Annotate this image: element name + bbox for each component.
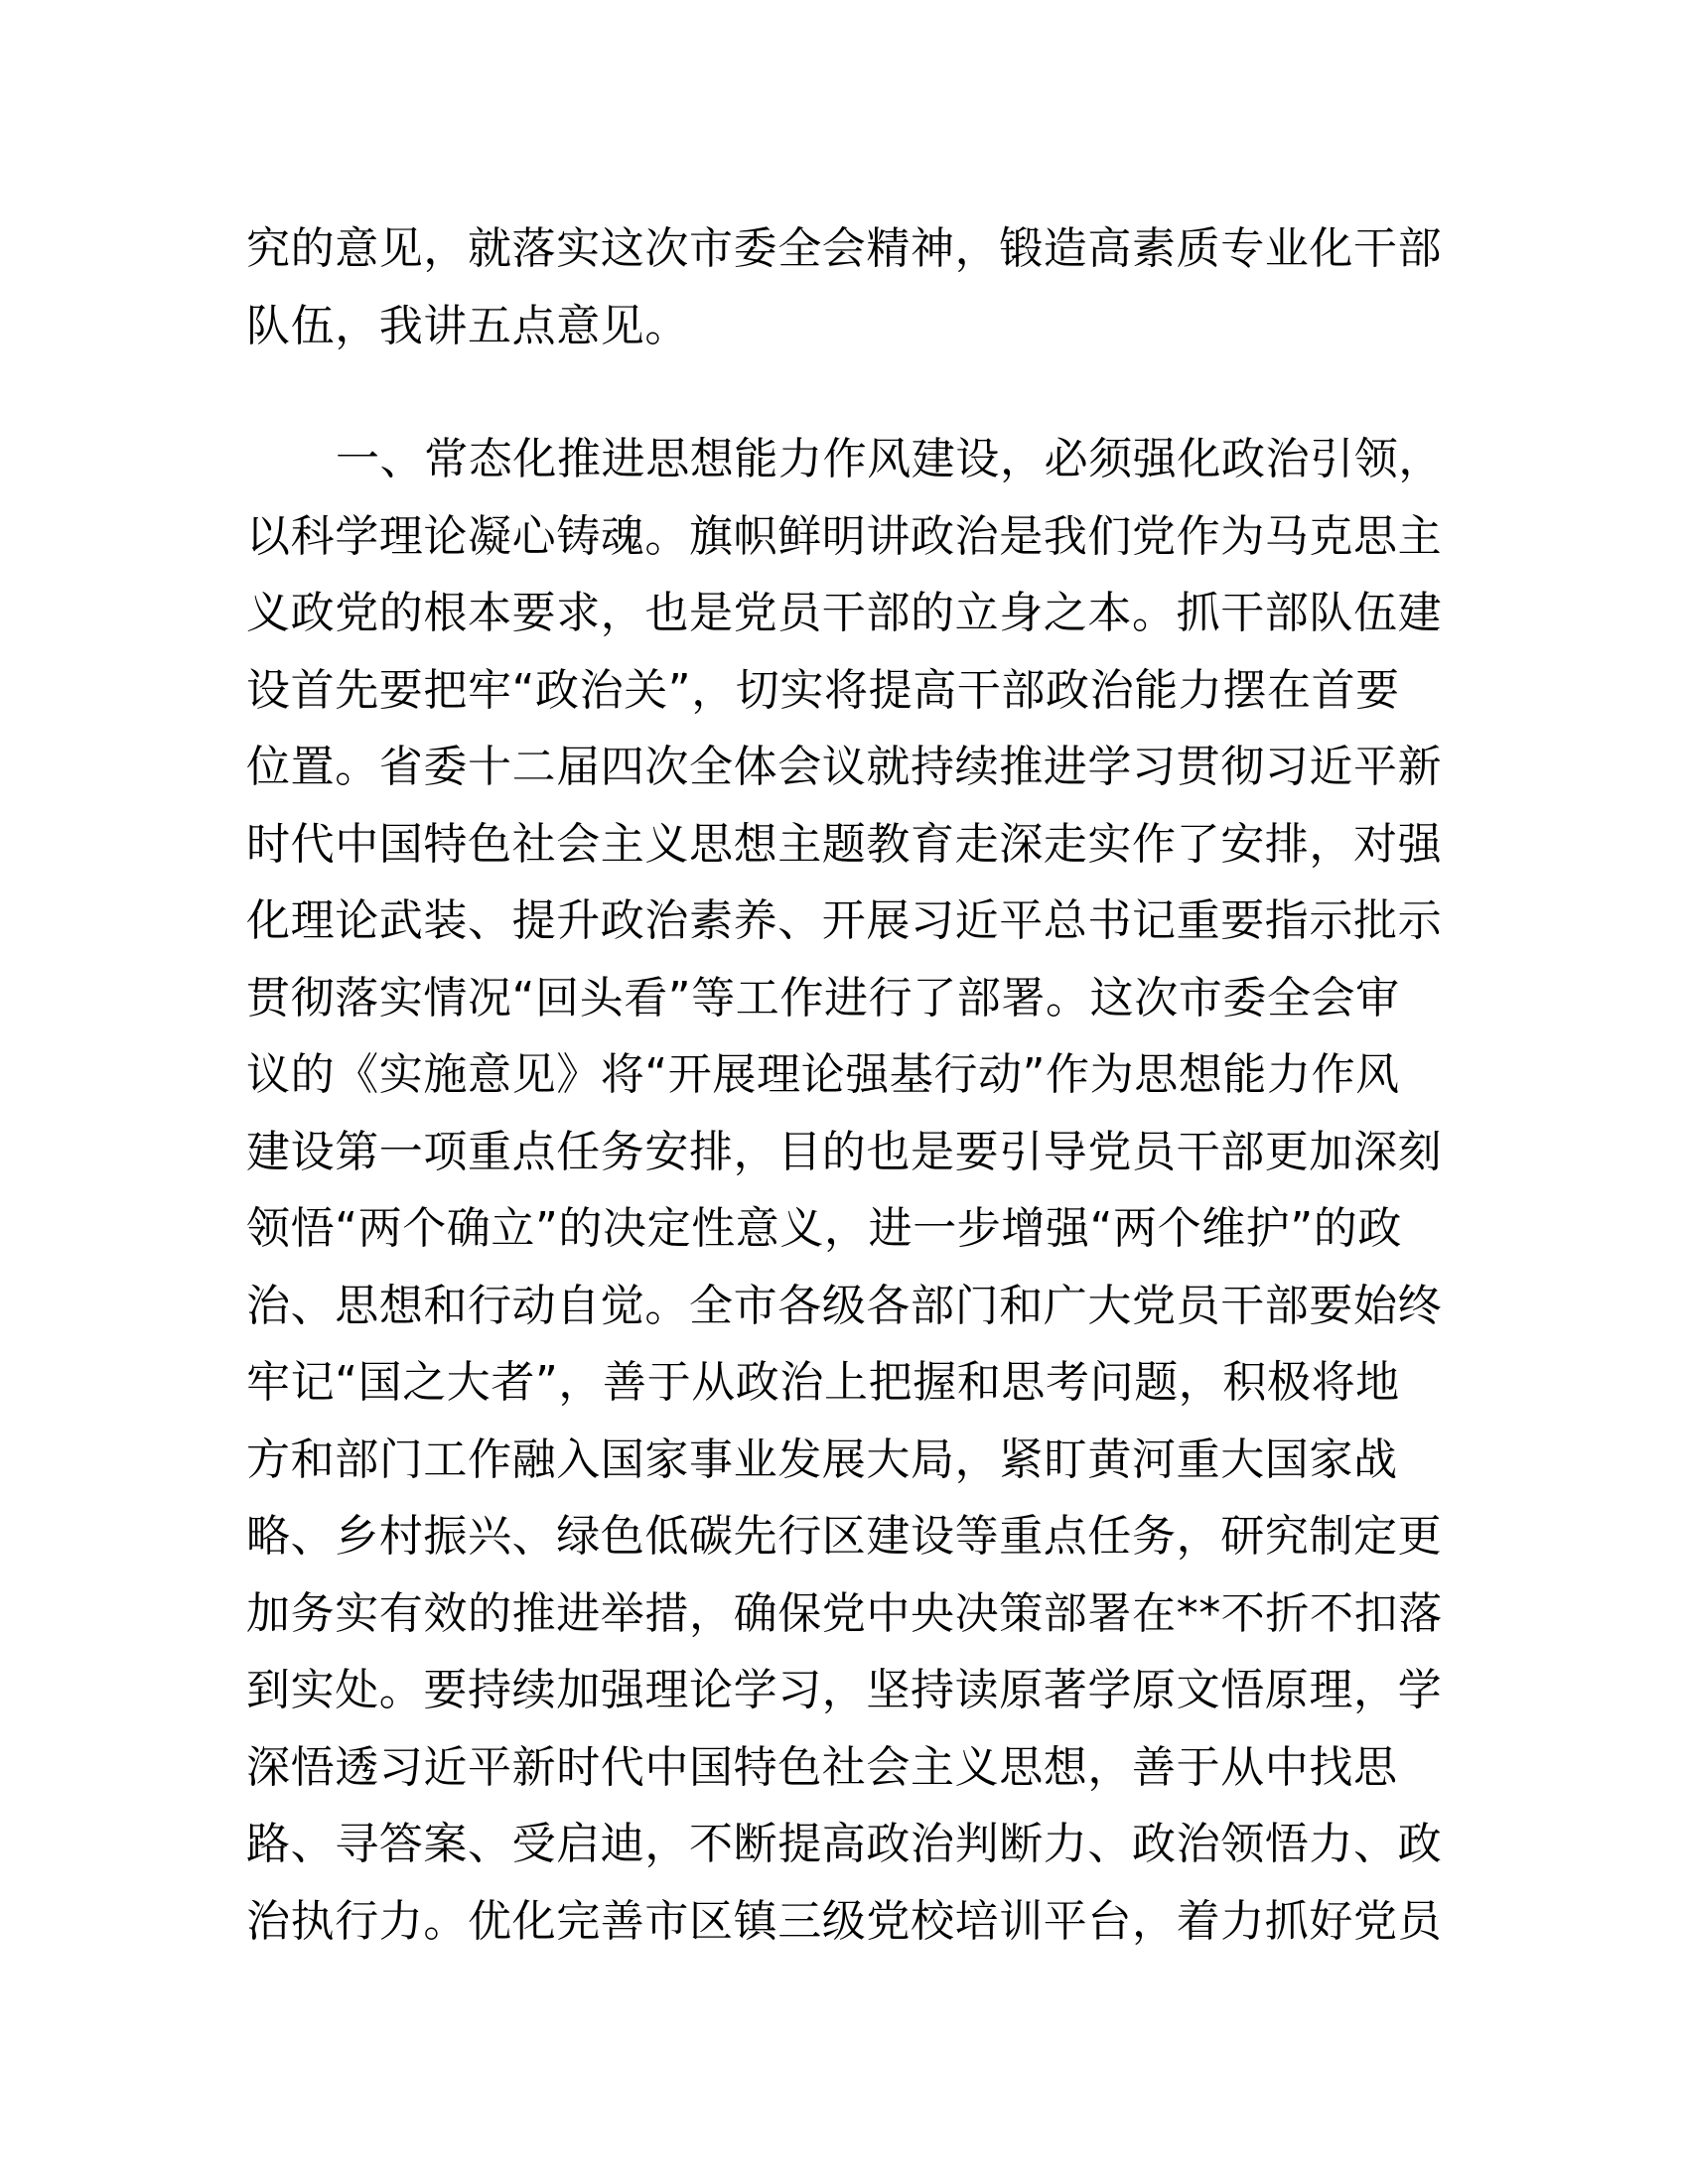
text-line: 建设第一项重点任务安排，目的也是要引导党员干部更加深刻 bbox=[246, 1126, 1443, 1177]
text-line: 路、寻答案、受启迪，不断提高政治判断力、政治领悟力、政 bbox=[246, 1819, 1443, 1869]
text-line: 队伍，我讲五点意见。 bbox=[246, 300, 689, 351]
text-line: 治、思想和行动自觉。全市各级各部门和广大党员干部要始终 bbox=[246, 1280, 1443, 1331]
text-line: 加务实有效的推进举措，确保党中央决策部署在**不折不扣落 bbox=[246, 1587, 1443, 1639]
text-line: 议的《实施意见》将“开展理论强基行动”作为思想能力作风 bbox=[246, 1049, 1400, 1100]
text-line: 领悟“两个确立”的决定性意义，进一步增强“两个维护”的政 bbox=[246, 1203, 1402, 1254]
section-one-paragraph bbox=[246, 421, 1443, 1960]
text-line: 深悟透习近平新时代中国特色社会主义思想，善于从中找思 bbox=[246, 1741, 1398, 1793]
section-heading-line: 一、常态化推进思想能力作风建设，必须强化政治引领， bbox=[336, 434, 1443, 484]
text-line: 义政党的根本要求，也是党员干部的立身之本。抓干部队伍建 bbox=[246, 588, 1443, 638]
text-line: 时代中国特色社会主义思想主题教育走深走实作了安排，对强 bbox=[246, 818, 1443, 870]
text-line: 贯彻落实情况“回头看”等工作进行了部署。这次市委全会审 bbox=[246, 972, 1400, 1024]
intro-paragraph bbox=[246, 210, 1443, 364]
text-line: 治执行力。优化完善市区镇三级党校培训平台，着力抓好党员 bbox=[246, 1895, 1443, 1947]
text-line: 以科学理论凝心铸魂。旗帜鲜明讲政治是我们党作为马克思主 bbox=[246, 510, 1443, 562]
text-line: 方和部门工作融入国家事业发展大局，紧盯黄河重大国家战 bbox=[246, 1433, 1398, 1485]
paragraph-gap bbox=[246, 364, 1438, 421]
text-line: 略、乡村振兴、绿色低碳先行区建设等重点任务，研究制定更 bbox=[246, 1511, 1443, 1562]
text-line: 到实处。要持续加强理论学习，坚持读原著学原文悟原理，学 bbox=[246, 1665, 1443, 1715]
text-line: 设首先要把牢“政治关”，切实将提高干部政治能力摆在首要 bbox=[246, 664, 1400, 716]
document-page bbox=[246, 210, 1443, 1960]
text-line: 化理论武装、提升政治素养、开展习近平总书记重要指示批示 bbox=[246, 895, 1443, 946]
text-line: 位置。省委十二届四次全体会议就持续推进学习贯彻习近平新 bbox=[246, 742, 1443, 792]
text-line: 牢记“国之大者”，善于从政治上把握和思考问题，积极将地 bbox=[246, 1357, 1400, 1408]
text-line: 究的意见，就落实这次市委全会精神，锻造高素质专业化干部 bbox=[246, 223, 1443, 274]
